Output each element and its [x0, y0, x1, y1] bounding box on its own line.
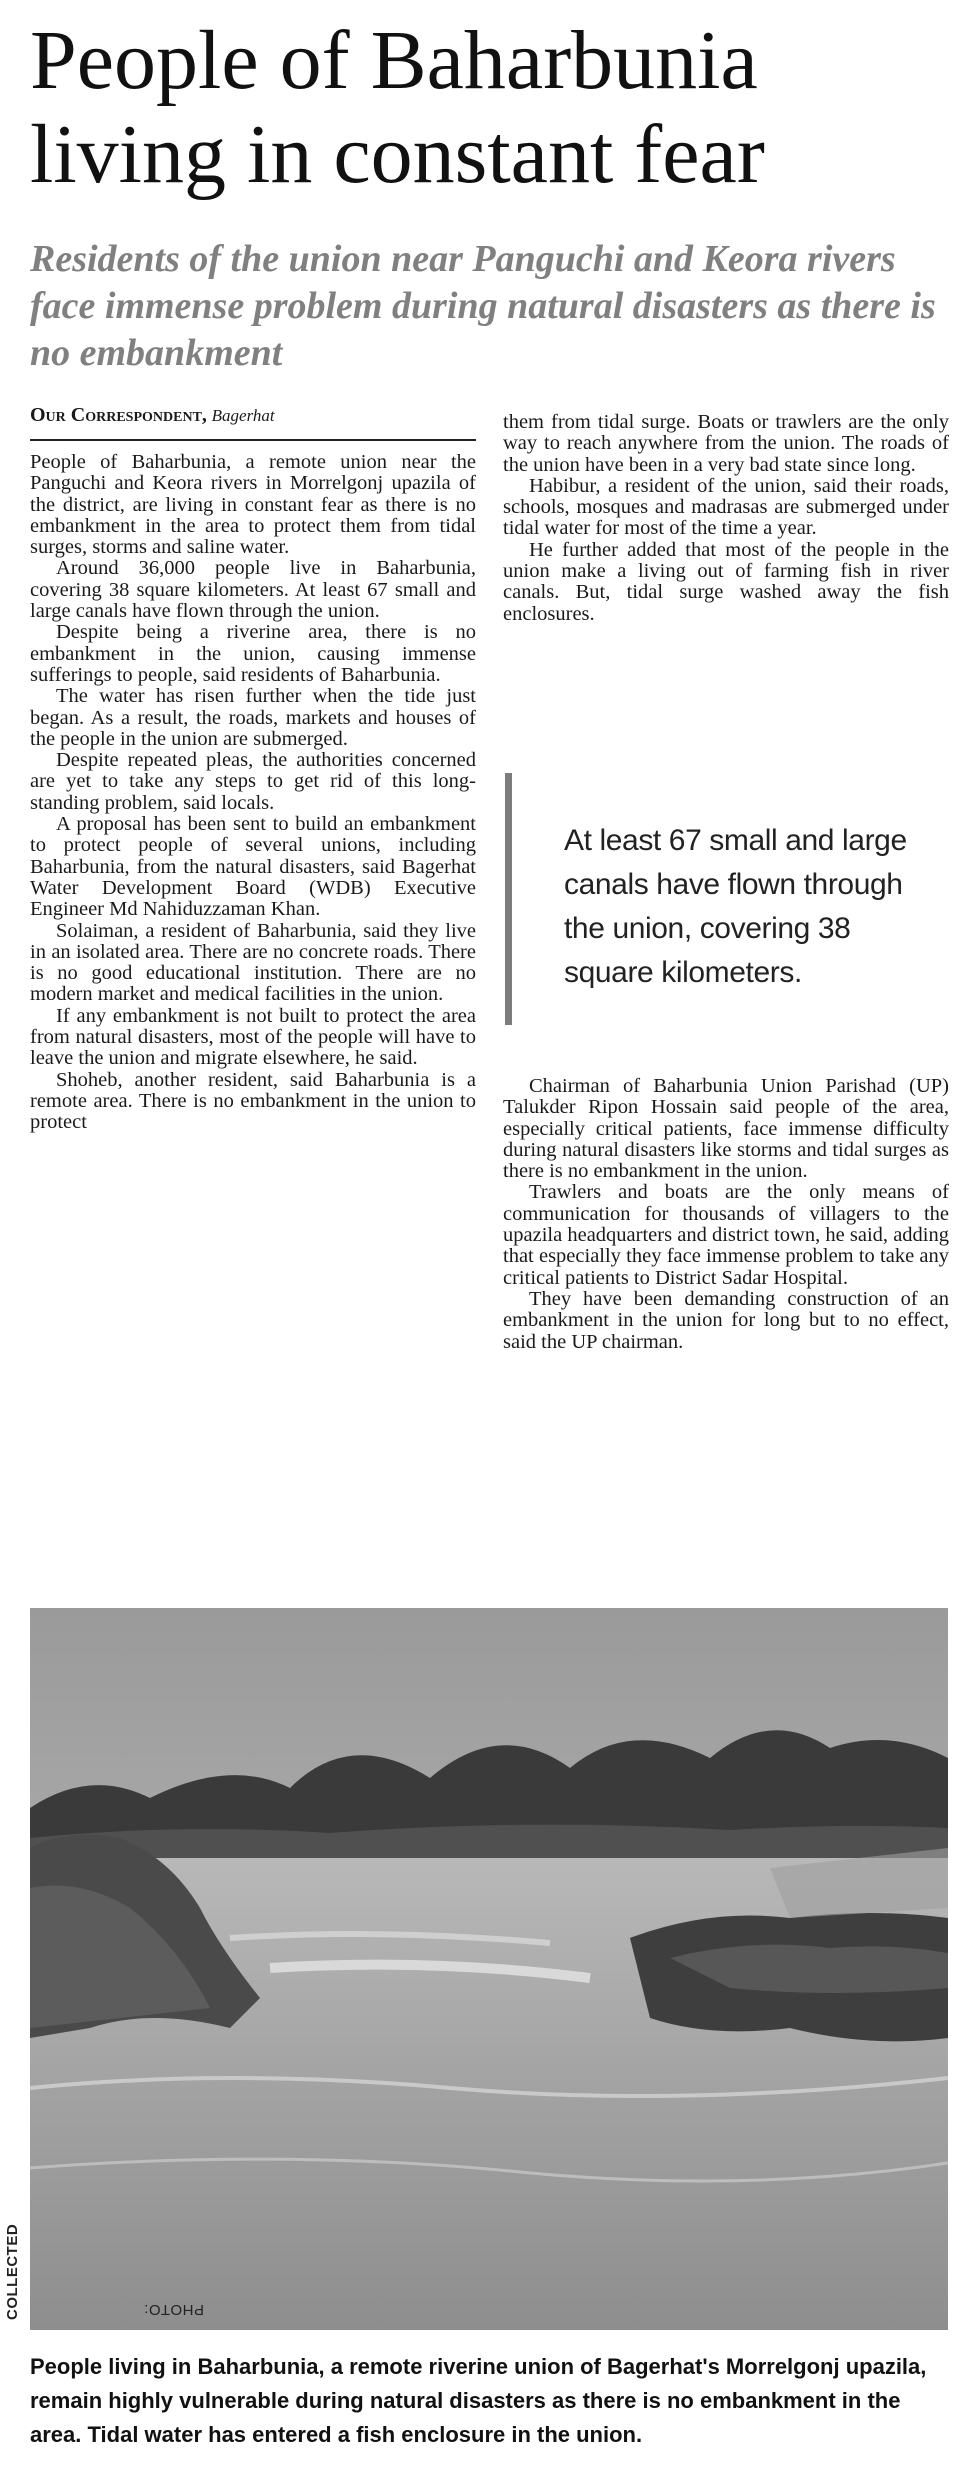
photo-credit-value: COLLECTED	[4, 2223, 21, 2320]
news-photo	[30, 1608, 948, 2330]
photo-caption: People living in Baharbunia, a remote riverine union of Bagerhat's Morrelgonj upazila, remain highly vulnerable during natural disasters as there is no embankment in the area. Tidal water has entered a fish enclosure in the union.	[30, 2354, 927, 2447]
paragraph: Despite repeated pleas, the authorities concerned are yet to take any steps to get rid of this long-standing problem, said locals.	[30, 749, 476, 814]
paragraph: People of Baharbunia, a remote union near the Panguchi and Keora rivers in Morrelgonj upazila of the district, are living in constant fear as there is no embankment in the area to protect them from tidal surges, storms and saline water.	[30, 451, 476, 559]
paragraph: Habibur, a resident of the union, said their roads, schools, mosques and madrasas are submerged under tidal water for most of the time a year.	[503, 474, 949, 540]
paragraph: Chairman of Baharbunia Union Parishad (UP) Talukder Ripon Hossain said people of the area, especially critical patients, face immense difficulty during natural disasters like storms and tidal surges as there is no embankment in the union.	[503, 1075, 949, 1183]
river-photo-illustration	[30, 1608, 948, 2330]
paragraph: If any embankment is not built to protect the area from natural disasters, most of the people will have to leave the union and migrate elsewhere, he said.	[30, 1004, 476, 1070]
pull-quote: At least 67 small and large canals have flown through the union, covering 38 square kilometers.	[505, 773, 945, 1025]
paragraph: He further added that most of the people in the union make a living out of farming fish in river canals. But, tidal surge washed away the fish enclosures.	[503, 538, 949, 625]
paragraph: Despite being a riverine area, there is no embankment in the union, causing immense sufferings to people, said residents of Baharbunia.	[30, 621, 476, 686]
article-column-2-bottom	[503, 1076, 949, 1353]
paragraph: A proposal has been sent to build an embankment to protect people of several unions, including Baharbunia, from the natural disasters, said Bagerhat Water Development Board (WDB) Executive Engineer Md Nahiduzzaman Khan.	[30, 813, 476, 921]
paragraph: them from tidal surge. Boats or trawlers are the only way to reach anywhere from the union. The roads of the union have been in a very bad state since long.	[503, 411, 949, 476]
paragraph: Solaiman, a resident of Baharbunia, said they live in an isolated area. There are no concrete roads. There is no good educational institution. There are no modern market and medical facilities in the union.	[30, 919, 476, 1006]
photo-credit-label: PHOTO:	[143, 2301, 204, 2318]
subheadline: Residents of the union near Panguchi and Keora rivers face immense problem during natural disasters as there is no embankment	[30, 238, 936, 374]
byline	[30, 404, 476, 441]
byline-name: Our Correspondent,	[30, 404, 207, 426]
article-column-1	[30, 452, 476, 1134]
paragraph: The water has risen further when the tide just began. As a result, the roads, markets and houses of the people in the union are submerged.	[30, 685, 476, 750]
article-column-2-top	[503, 412, 949, 625]
paragraph: Around 36,000 people live in Baharbunia, covering 38 square kilometers. At least 67 small and large canals have flown through the union.	[30, 557, 476, 623]
paragraph: Trawlers and boats are the only means of communication for thousands of villagers to the upazila headquarters and district town, he said, adding that especially they face immense problem to take any critical patients to District Sadar Hospital.	[503, 1181, 949, 1289]
photo-credit	[2, 2120, 204, 2320]
headline: People of Baharbunia living in constant fear	[30, 14, 765, 201]
byline-place: Bagerhat	[211, 406, 275, 425]
paragraph: Shoheb, another resident, said Baharbunia is a remote area. There is no embankment in the union to protect	[30, 1068, 476, 1134]
paragraph: They have been demanding construction of an embankment in the union for long but to no effect, said the UP chairman.	[503, 1287, 949, 1353]
